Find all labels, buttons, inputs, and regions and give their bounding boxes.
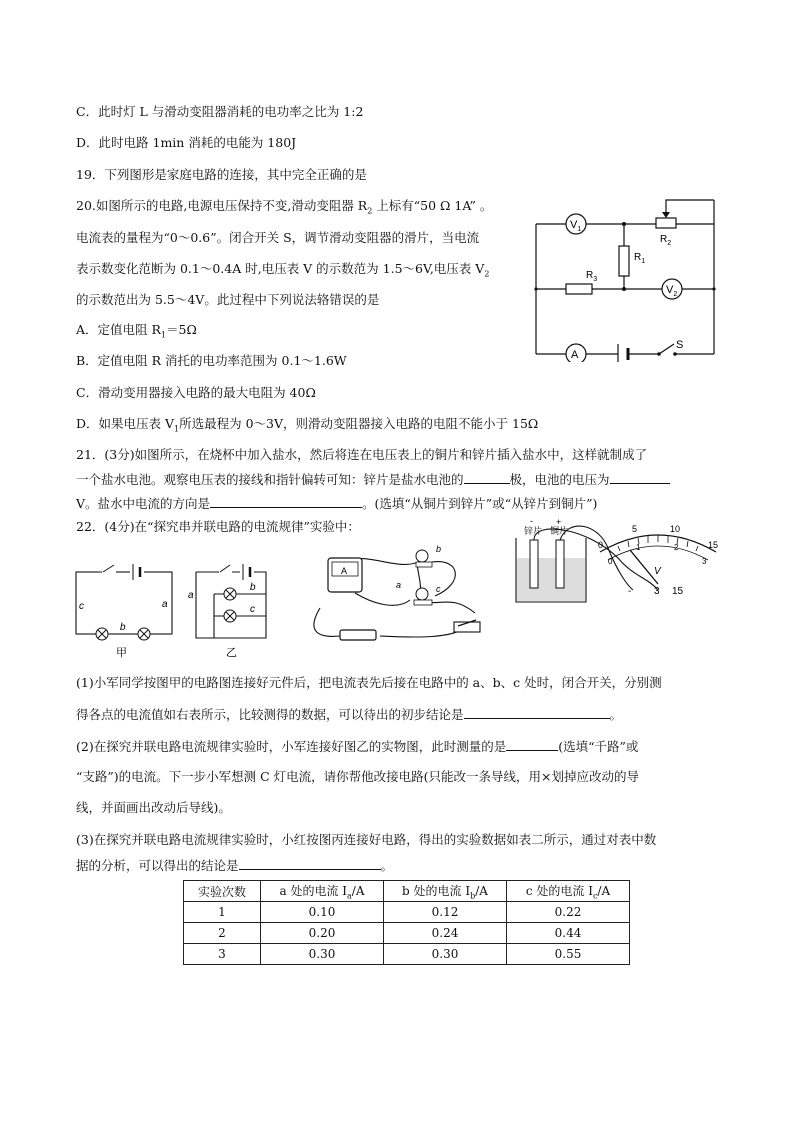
- q20-option-c: C．滑动变用器接入电路的最大电阻为 40Ω: [76, 385, 316, 400]
- svg-text:c: c: [436, 584, 441, 594]
- svg-text:V1: $V_1$: [570, 219, 582, 233]
- table-row: [184, 902, 630, 923]
- q21-stem-line2: 一个盐水电池。观察电压表的接线和指针偏转可知：锌片是盐水电池的 极，电池的电压为: [76, 470, 670, 489]
- table-cell: 0.24: [384, 923, 507, 944]
- bulb-device-c: [416, 588, 428, 600]
- bulb-device-b: [416, 550, 428, 562]
- svg-text:S: S: [676, 339, 684, 351]
- svg-text:2: 2: [674, 543, 679, 552]
- table-row: [184, 944, 630, 965]
- q20-option-b: B．定值电阻 R 消托的电功率范围为 0.1～1.6W: [76, 353, 347, 368]
- svg-text:b: b: [250, 582, 256, 593]
- q22-title: 22．(4分)在“探究串并联电路的电流规律”实验中：: [76, 519, 360, 534]
- svg-text:3: 3: [702, 557, 707, 566]
- svg-text:+: +: [556, 518, 562, 527]
- svg-text:铜片: 铜片: [550, 526, 569, 536]
- svg-text:A: A: [571, 349, 579, 361]
- q19-stem: 19．下列图形是家庭电路的连接，其中完全正确的是: [76, 167, 367, 182]
- table-header-cell: a 处的电流 $I_a/A$: [261, 881, 384, 902]
- battery-device: [340, 630, 376, 640]
- svg-text:A: A: [341, 566, 348, 576]
- q22-part2-line3: 线，并面画出改动后导线)。: [76, 800, 231, 815]
- svg-text:15: 15: [672, 586, 684, 597]
- table-cell: 1: [184, 902, 261, 923]
- svg-text:-: -: [628, 586, 632, 597]
- svg-text:V2: $V_2$: [666, 284, 678, 298]
- q22-figure-yi: [186, 560, 286, 660]
- q20-circuit-diagram: [528, 194, 720, 362]
- table-cell: 0.20: [261, 923, 384, 944]
- svg-text:0: 0: [608, 557, 613, 566]
- table-cell: 2: [184, 923, 261, 944]
- svg-text:甲: 甲: [116, 647, 127, 659]
- q22-blank-circuit-type[interactable]: [506, 737, 558, 751]
- table-header-row: [184, 881, 630, 902]
- svg-text:a: a: [162, 599, 168, 610]
- q21-saltwater-battery-figure: [508, 518, 722, 608]
- table-cell: 0.44: [507, 923, 630, 944]
- q21-stem-line1: 21．(3分)如图所示，在烧杯中加入盐水，然后将连在电压表上的铜片和锌片插入盐水中，这样就制成了: [76, 447, 648, 462]
- svg-text:c: c: [250, 604, 255, 615]
- q18-option-d: D．此时电路 1min 消耗的电能为 180J: [76, 135, 297, 150]
- table-cell: 0.22: [507, 902, 630, 923]
- q20-stem-line2: 电流表的量程为“0～0.6”。闭合开关 S，调节滑动变阻器的滑片，当电流: [76, 230, 480, 245]
- zinc-plate: [530, 540, 538, 588]
- q22-part1-line1: (1)小军同学按图甲的电路图连接好元件后，把电流表先后接在电路中的 a、b、c 处时，闭合开关，分别测: [76, 675, 662, 690]
- svg-text:R2: $R_2$: [660, 234, 672, 247]
- q22-part1-line2: 得各点的电流值如右表所示，比较测得的数据，可以待出的初步结论是 。: [76, 707, 623, 722]
- q22-data-table: [183, 880, 630, 965]
- svg-text:0: 0: [598, 540, 604, 550]
- q22-blank-conclusion1[interactable]: [464, 705, 610, 719]
- svg-text:R1: $R_1$: [634, 252, 646, 265]
- rheostat-r2-symbol: [656, 218, 676, 228]
- table-cell: 0.30: [261, 944, 384, 965]
- q22-blank-conclusion3[interactable]: [239, 856, 381, 870]
- svg-text:乙: 乙: [226, 647, 237, 659]
- table-header-cell: 实验次数: [184, 881, 261, 902]
- q18-option-c: C．此时灯 L 与滑动变阻器消耗的电功率之比为 1:2: [76, 104, 364, 119]
- q20-stem-line3: 表示数变化范断为 0.1～0.4A 时,电压表 V 的示数范为 1.5～6V,电压表 $V_2$: [76, 261, 490, 279]
- q21-blank-direction[interactable]: [210, 494, 362, 508]
- q22-part2-line2: “支路”)的电流。下一步小军想测 C 灯电流，请你帮他改接电路(只能改一条导线，用×划掉应改动的导: [76, 769, 640, 784]
- svg-text:1: 1: [636, 543, 641, 552]
- q20-stem-line4: 的示数范出为 5.5～4V。此过程中下列说法辂错误的是: [76, 292, 380, 307]
- svg-text:锌片: 锌片: [524, 526, 543, 536]
- table-row: [184, 923, 630, 944]
- resistor-r1-symbol: [619, 246, 629, 276]
- table-header-cell: b 处的电流 $I_b/A$: [384, 881, 507, 902]
- q21-stem-line3: V。盐水中电流的方向是 。(选填“从铜片到锌片”或“从锌片到铜片”): [76, 496, 598, 511]
- svg-text:a: a: [396, 580, 402, 590]
- svg-text:a: a: [188, 590, 194, 601]
- svg-text:5: 5: [632, 524, 638, 534]
- svg-text:V: V: [654, 566, 661, 577]
- switch-symbol: [659, 344, 674, 354]
- copper-plate: [556, 540, 564, 588]
- q20-option-a: A．定值电阻 $R_1=5\Omega$: [76, 322, 197, 340]
- table-cell: 0.12: [384, 902, 507, 923]
- svg-text:c: c: [79, 601, 84, 612]
- q21-blank-pole[interactable]: [464, 470, 510, 484]
- q20-option-d: D．如果电压表 $V_1$所选最程为 0～3V，则滑动变阻器接入电路的电阻不能小于 15Ω: [76, 416, 539, 434]
- q22-part3-line1: (3)在探究并联电路电流规律实验时，小红按图丙连接好电路，得出的实验数据如表二所示，通过对表中数: [76, 832, 657, 847]
- svg-text:10: 10: [670, 524, 681, 534]
- svg-text:b: b: [436, 544, 442, 554]
- svg-text:15: 15: [708, 540, 719, 550]
- resistor-r3-symbol: [566, 284, 592, 294]
- q22-figure-jia: [70, 560, 178, 660]
- table-cell: 3: [184, 944, 261, 965]
- q22-figure-physical: [300, 538, 500, 648]
- q22-part3-line2: 据的分析，可以得出的结论是 。: [76, 858, 394, 873]
- svg-text:R3: $R_3$: [586, 270, 598, 283]
- q20-stem-line1: 20.如图所示的电路,电源电压保持不变,滑动变阻器 $R_2$ 上标有“50 Ω 1A” 。: [76, 198, 493, 216]
- q22-part2-line1: (2)在探究并联电路电流规律实验时，小军连接好图乙的实物图，此时测量的是 (选填“千路”或: [76, 739, 639, 754]
- svg-text:3: 3: [654, 586, 660, 597]
- table-cell: 0.10: [261, 902, 384, 923]
- table-cell: 0.55: [507, 944, 630, 965]
- table-cell: 0.30: [384, 944, 507, 965]
- svg-text:-: -: [530, 518, 533, 526]
- svg-text:b: b: [120, 622, 126, 633]
- q21-blank-voltage[interactable]: [610, 470, 670, 484]
- table-header-cell: c 处的电流 $I_c/A$: [507, 881, 630, 902]
